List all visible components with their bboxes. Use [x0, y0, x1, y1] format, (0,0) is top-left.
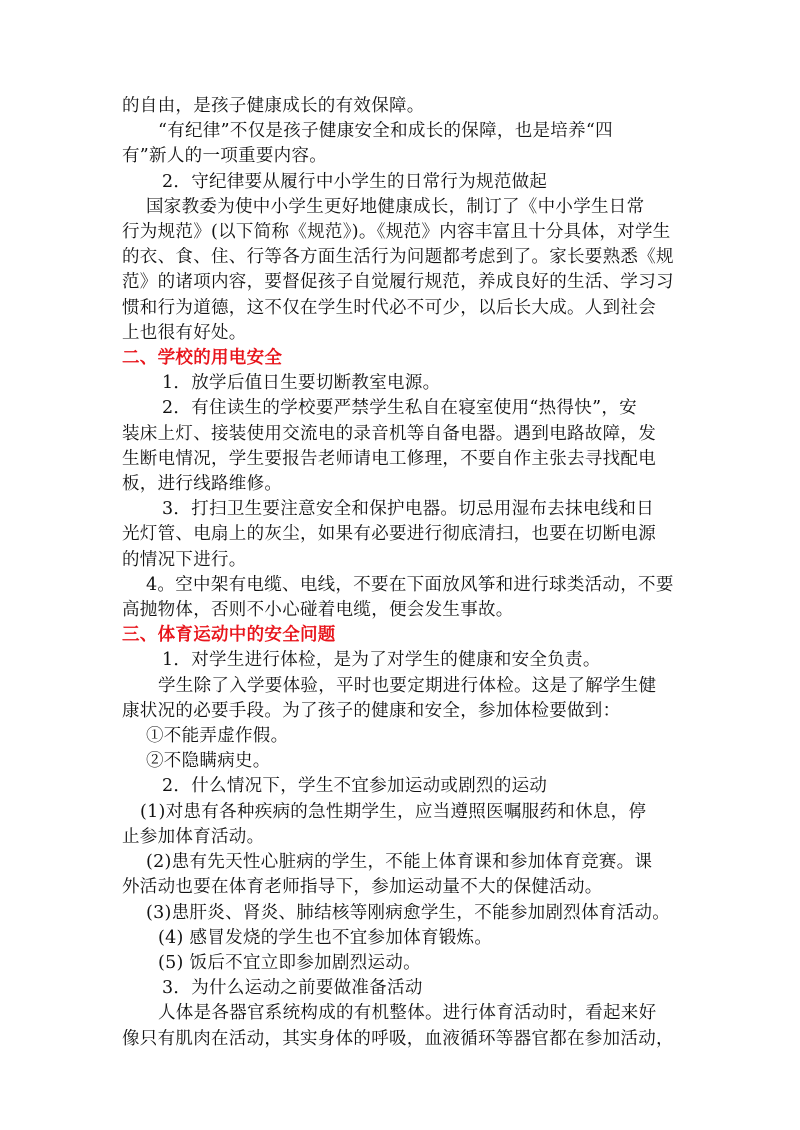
list-item: (3)患肝炎、肾炎、肺结核等刚病愈学生，不能参加剧烈体育活动。 [146, 902, 671, 923]
text-line: 范》的诸项内容，要督促孩子自觉履行规范，养成良好的生活、学习习 [122, 272, 674, 293]
item-line: 1．放学后值日生要切断教室电源。 [162, 373, 441, 394]
text-line: 高抛物体，否则不小心碰着电缆，便会发生事故。 [122, 600, 514, 621]
text-line: 的情况下进行。 [122, 549, 247, 570]
section-heading: 二、学校的用电安全 [122, 348, 283, 369]
text-line: 板，进行线路维修。 [122, 474, 283, 495]
text-line: 装床上灯、接装使用交流电的录音机等自备电器。遇到电路故障，发 [122, 423, 656, 444]
text-line: 行为规范》(以下简称《规范》)。《规范》内容丰富且十分具体，对学生 [122, 222, 671, 243]
text-line: 外活动也要在体育老师指导下，参加运动量不大的保健活动。 [122, 877, 603, 898]
item-line: 4。空中架有电缆、电线，不要在下面放风筝和进行球类活动，不要 [146, 574, 674, 595]
subheading-line: 2．什么情况下，学生不宜参加运动或剧烈的运动 [162, 776, 548, 797]
paragraph-line: “有纪律”不仅是孩子健康安全和成长的保障，也是培养“四 [158, 121, 613, 142]
list-item: (5) 饭后不宜立即参加剧烈运动。 [158, 952, 421, 973]
subheading-line: 2．守纪律要从履行中小学生的日常行为规范做起 [162, 171, 548, 192]
text-line: 的自由，是孩子健康成长的有效保障。 [122, 96, 425, 116]
paragraph-line: 国家教委为使中小学生更好地健康成长，制订了《中小学生日常 [146, 196, 645, 217]
list-item: (4) 感冒发烧的学生也不宜参加体育锻炼。 [158, 927, 493, 948]
text-line: 的衣、食、住、行等各方面生活行为问题都考虑到了。家长要熟悉《规 [122, 247, 674, 268]
list-item: (2)患有先天性心脏病的学生，不能上体育课和参加体育竞赛。课 [146, 852, 653, 873]
text-line: 止参加体育活动。 [122, 826, 265, 847]
text-line: 康状况的必要手段。为了孩子的健康和安全，参加体检要做到： [122, 700, 621, 721]
text-line: 有”新人的一项重要内容。 [122, 146, 328, 167]
list-item: (1)对患有各种疾病的急性期学生，应当遵照医嘱服药和休息，停 [140, 801, 647, 822]
subheading-line: 3．为什么运动之前要做准备活动 [162, 978, 423, 999]
item-line: 2．有住读生的学校要严禁学生私自在寝室使用“热得快”，安 [162, 398, 637, 419]
section-heading: 三、体育运动中的安全问题 [122, 625, 336, 646]
text-line: 生断电情况，学生要报告老师请电工修理，不要自作主张去寻找配电 [122, 448, 656, 469]
paragraph-line: 学生除了入学要体验，平时也要定期进行体检。这是了解学生健 [158, 675, 657, 696]
item-line: 1．对学生进行体检，是为了对学生的健康和安全负责。 [162, 650, 601, 671]
text-line: 像只有肌肉在活动，其实身体的呼吸，血液循环等器官都在参加活动， [122, 1028, 674, 1049]
list-item: ②不隐瞒病史。 [146, 751, 271, 772]
text-line: 光灯管、电扇上的灰尘，如果有必要进行彻底清扫，也要在切断电源 [122, 524, 656, 545]
paragraph-line: 人体是各器官系统构成的有机整体。进行体育活动时，看起来好 [158, 1003, 657, 1024]
list-item: ①不能弄虚作假。 [146, 726, 289, 747]
text-line: 上也很有好处。 [122, 322, 247, 343]
item-line: 3．打扫卫生要注意安全和保护电器。切忌用湿布去抹电线和日 [162, 499, 655, 520]
text-line: 惯和行为道德，这不仅在学生时代必不可少，以后长大成。人到社会 [122, 297, 656, 318]
